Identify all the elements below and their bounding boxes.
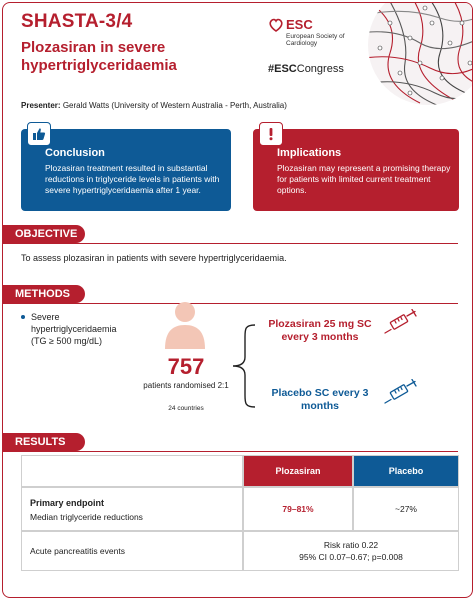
col-header-plozasiran: Plozasiran [243, 455, 353, 487]
hashtag-symbol: # [268, 63, 275, 75]
results-divider [3, 451, 458, 452]
table-corner-cell [21, 455, 243, 487]
implications-card [253, 129, 459, 211]
molecule-sphere-illustration [350, 2, 473, 113]
esc-wordmark: ESC [286, 17, 313, 32]
implications-text: Plozasiran may represent a promising therapy for patients with limited current treatment options. [277, 163, 451, 195]
inclusion-criteria: Severe hypertriglyceridaemia (TG ≥ 500 mg/dL) [21, 311, 131, 347]
esc-society-name: European Society of Cardiology [286, 33, 345, 47]
hashtag-rest: Congress [296, 63, 344, 75]
primary-endpoint-title: Primary endpoint [30, 498, 105, 508]
syringe-blue-icon [381, 379, 421, 409]
conclusion-title: Conclusion [45, 147, 105, 159]
conclusion-card [21, 129, 231, 211]
page-subtitle: Plozasiran in severe hypertriglyceridaemia [21, 39, 177, 74]
presenter-line [21, 101, 287, 110]
presenter-text: Gerald Watts (University of Western Australia - Perth, Australia) [62, 101, 287, 110]
methods-heading: METHODS [3, 285, 85, 303]
primary-endpoint-sub: Median triglyceride reductions [30, 512, 143, 522]
plozasiran-arm: Plozasiran 25 mg SC every 3 months [268, 318, 372, 343]
conclusion-text: Plozasiran treatment resulted in substantial reductions in triglyceride levels in patients with severe hypertriglyceridaemia after 1 year. [45, 163, 220, 195]
objective-heading: OBJECTIVE [3, 225, 85, 243]
objective-text: To assess plozasiran in patients with severe hypertriglyceridaemia. [21, 253, 287, 263]
exclamation-icon [259, 122, 283, 146]
hashtag-bold: ESC [274, 63, 297, 75]
row-pancreatitis-label: Acute pancreatitis events [21, 531, 243, 571]
results-heading: RESULTS [3, 433, 85, 451]
risk-ratio: Risk ratio 0.22 [323, 540, 379, 550]
placebo-arm: Placebo SC every 3 months [271, 387, 369, 412]
page-title: SHASTA-3/4 [21, 11, 133, 32]
col-header-placebo: Placebo [353, 455, 459, 487]
row-primary-endpoint-label [21, 487, 243, 531]
congress-hashtag [268, 63, 344, 75]
primary-endpoint-placebo: ~27% [353, 487, 459, 531]
heart-icon [268, 17, 284, 33]
syringe-red-icon [381, 309, 421, 339]
patient-count: 757 [167, 354, 205, 379]
countries-count: 24 countries [168, 405, 204, 412]
patient-icon [163, 299, 207, 349]
randomisation-brace [229, 323, 259, 409]
methods-divider [3, 303, 458, 304]
presenter-label: Presenter: [21, 101, 61, 110]
patient-count-label: patients randomised 2:1 [143, 381, 229, 390]
objective-divider [3, 243, 458, 244]
pancreatitis-result [243, 531, 459, 571]
thumbs-up-icon [27, 122, 51, 146]
summary-card [2, 2, 473, 598]
confidence-interval: 95% CI 0.07–0.67; p=0.008 [299, 552, 403, 562]
implications-title: Implications [277, 147, 342, 159]
esc-logo [268, 17, 348, 57]
primary-endpoint-plozasiran: 79–81% [243, 487, 353, 531]
